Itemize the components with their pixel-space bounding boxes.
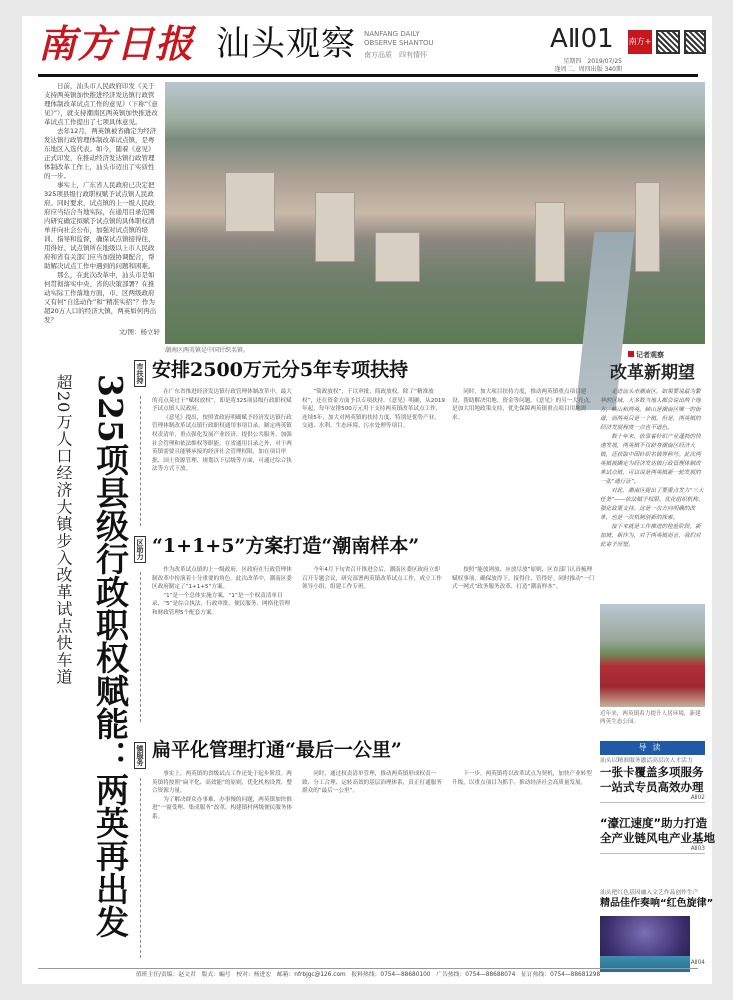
intro-paragraph: 那么，在此次改革中，汕头市是如何贯彻落实中央、省的决策部署？在推动实际工作落地方面，市、区两级政府又有何“自选动作”和“精准实招”？作为超20万人口的经济大镇，两英如何再出发？ [44, 271, 157, 324]
paragraph: 作为改革试点镇的上一级政府，区政府在行政管理体制改革中扮演着十分重要的角色。此次改革中，潮南区委区政府制定了“1+1+5”方案。 [152, 567, 292, 591]
divider [140, 572, 141, 722]
headline-main: 325项县级行政职权赋能：两英再出发 [91, 374, 130, 938]
guide-title[interactable]: 一站式专员高效办理 [600, 780, 704, 794]
guide-page: AⅡ03 [690, 846, 705, 852]
intro-paragraph: 事实上，广东省人民政府已决定把325项县级行政职权赋予试点镇人民政府。同时要求，试点镇的上一级人民政府应当结合当地实际，在通用目录范围内研究确定拟赋予试点镇的具体职权清单并向社会公布，加强对试点镇的培训、指导和监督，确保试点镇接得住、用得好。试点镇所在地级以上市人民政府和省有关部门应当加强协调配合，帮助解决试点工作中遇到的问题和困难。 [44, 181, 155, 270]
paragraph: “1”是一个总体实施方案，“1”是一个权责清单目录，“5”是综合执法、行政审批、便民服务、网格化管理和财政管理5个配套方案。 [152, 592, 291, 616]
intro-text [44, 82, 160, 325]
photo-caption: 潮南区两英镇是中国针织名镇。 [165, 347, 250, 354]
column [152, 566, 295, 726]
article-body [152, 770, 595, 960]
divider [600, 853, 705, 854]
paragraph: 按照“能放则放、应放尽放”原则，区直部门认真梳理赋权事项，确保放得下、接得住、管得好。同时推动“一门式一网式”政务服务改革，打造“潮南样本”。 [452, 567, 595, 591]
guide-item[interactable] [600, 758, 705, 803]
column [302, 388, 445, 528]
paragraph: 数十年来，依靠着针织产业蓬勃的快速发展，两英镇不仅跻身潮南区经济大镇，还获取中国针织名镇等称号。此次两英镇被确定为经济发达镇行政管理体制改革试点镇，可以说是两英镇新一轮发展的一张“通行证”。 [600, 434, 701, 485]
article-body [152, 566, 595, 726]
date: 星期四 2019/07/25 [563, 58, 622, 65]
guide-page: AⅡ04 [690, 960, 705, 966]
paragraph: 下一步，两英镇将以改革试点为契机，加快产业转型升级，以重点项目为抓手，推动经济社会高质量发展。 [452, 771, 592, 786]
headline-sub: 超20万人口经济大镇步入改革试点快车道 [54, 374, 73, 686]
article-heading: “1+1+5”方案打造“潮南样本” [152, 535, 420, 557]
guide-title[interactable]: “濠江速度”助力打造 [600, 816, 708, 830]
qr-code-icon [684, 30, 706, 54]
guide-page: AⅡ02 [690, 795, 705, 801]
footer-rule [38, 968, 698, 969]
section-tag: 区助力 [134, 536, 146, 563]
paragraph: 接下来就是工作推进的检验阶段。新加坡、新作为，对于两英镇而言，我们对此寄予厚望。 [600, 524, 701, 548]
photo-caption: 近年来，两英镇着力提升人居环境，新建两英生态公园。 [600, 711, 701, 725]
guide-title[interactable]: 精品佳作奏响“红色旋律” [600, 898, 714, 909]
article-heading: 安排2500万元分5年专项扶持 [152, 359, 409, 381]
paragraph: 同时，加大项目扶持力度，推动两英镇重点项目建设，帮助解决用地、资金等问题。《意见》的另一大亮点，是加大用地政策支持，优先保障两英镇重点项目用地需求。 [452, 389, 595, 421]
section-tag: 镇服务 [134, 742, 146, 769]
divider [140, 778, 141, 958]
divider [600, 802, 705, 803]
app-logo: 南方+ [628, 30, 652, 54]
slogan: 南方品质 四有情怀 [364, 51, 427, 59]
column [452, 566, 595, 726]
guide-item[interactable] [600, 890, 714, 911]
paragraph: “简政放权”，于以审批、简政放权。除了“精准放权”，还在资金方面予以专项扶持。《意见》明确，从2019年起，每年安排500万元用于支持两英镇改革试点工作，连续5年，加大对两英镇的扶持力度，特别是优势产业、交通、水利、生态环境、污水处理等项目。 [302, 389, 445, 430]
column [452, 770, 595, 960]
guide-title[interactable]: 全产业链风电产业基地 [600, 831, 715, 845]
newspaper-logo: 南方日报 [38, 21, 195, 66]
observer-body [600, 388, 705, 598]
column [302, 566, 445, 726]
byline: 文/图：杨立轩 [118, 328, 160, 336]
guide-kicker: 汕头把红色基因融入文艺作品创作生产 [600, 890, 699, 896]
edition-info [522, 58, 622, 74]
page-number: AⅡ01 [550, 24, 614, 54]
observer-tag: 记者观察 [628, 351, 664, 360]
building [375, 232, 420, 282]
column [152, 770, 295, 960]
english-title-line: OBSERVE SHANTOU [364, 39, 434, 47]
column [302, 770, 445, 960]
english-title-line: NANFANG DAILY [364, 30, 420, 38]
paragraph: 《意见》提出，按照省政府明确赋予经济发达镇行政管理体制改革试点镇行政职权通用事项目录，制定两英镇权责清单，重点强化发展产业经济、提供公共服务、加强社会管理和依法维权等职能。在省通用目录之外，对于两英镇需要且能够承接的经济社会管理权限，加在项目审批、国土资源管理、规划以下层级等方面，可通过综合执法等方式下放。 [152, 414, 292, 473]
issue: 逢周二、周四出版 340期 [554, 66, 622, 73]
building [315, 192, 355, 262]
paragraph: 在广东省推进经济发达镇行政管理体制改革中，最大的亮点莫过于“赋权放权”，即是将325项县级行政职权赋予试点镇人民政府。 [152, 389, 292, 413]
guide-kicker: 汕头以精准服务激活高层次人才活力 [600, 758, 693, 764]
footer-credits: 值班主任/责编：赵文君 版式：編号 校对：杨进宏 邮箱：nfrbjgc@126.com 报料热线：0754—88680100 广告热线：0754—88688074 征订热线：0754—88681298 [135, 972, 601, 978]
article-heading: 扁平化管理打通“最后一公里” [152, 739, 402, 761]
paragraph: 走进汕头市潮南区，如果要说最为繁华的区域，大多数当地人都会说出两个地方，峡山和两英。峡山是潮南区唯一的街道，而两英只是一个镇，但是，两英镇的经济发展程度一点也不逊色。 [600, 389, 701, 431]
qr-code-icon [656, 30, 680, 54]
guide-header: 导读 [600, 741, 705, 755]
paragraph: 对此，潮南区提出了要重点发力“三大任务”——依法赋予权限、优化组织机构、强化政策支持。这是一次方向明确的改革，也是一次机制创新的探索。 [600, 488, 704, 521]
paragraph: 今年4月下旬省召开推进会后，潮南区委区政府立即召开专题会议，研究部署两英镇改革试点工作，成立工作领导小组，组建工作专班。 [302, 567, 442, 591]
building [635, 182, 660, 272]
guide-title[interactable]: 一张卡覆盖多项服务 [600, 765, 704, 779]
section-tag: 市扶持 [134, 360, 146, 387]
article-body [152, 388, 595, 528]
building [535, 202, 565, 282]
intro-paragraph: 日前，汕头市人民政府印发《关于支持两英镇加快推进经济发达镇行政管理体制改革试点工作的意见》（下称“《意见》”），就支持潮南区两英镇加快推进改革试点工作提出了七项具体意见。 [44, 82, 158, 126]
masthead-rule [38, 74, 698, 77]
column [452, 388, 595, 528]
paragraph: 事实上，两英镇的省级试点工作还处于起步阶段。两英镇将按照“扁平化、高效能”的原则，优化机构设置，整合资源力量。 [152, 771, 293, 795]
park-photo [600, 604, 705, 707]
intro-column [44, 82, 160, 354]
newspaper-page [22, 16, 715, 984]
building [225, 172, 275, 232]
paragraph: 同时，通过权责清单管理，推动两英镇形成权责一致、分工合理、运转高效的基层治理体系，真正打通服务群众的“最后一公里”。 [302, 771, 442, 795]
guide-item[interactable] [600, 816, 715, 854]
divider [140, 396, 141, 526]
section-title: 汕头观察 [216, 24, 356, 64]
english-title [364, 30, 434, 48]
main-headline [52, 374, 130, 964]
observer-title: 改革新期望 [610, 363, 695, 383]
town-aerial-photo [165, 82, 705, 344]
column [152, 388, 295, 528]
paragraph: 为了解决群众办事难、办事慢的问题，两英镇加快推进“一窗受理、集成服务”改革，构建镇村两级便民服务体系。 [152, 796, 293, 820]
intro-paragraph: 去年12月，两英镇被省确定为经济发达镇行政管理体制改革试点镇，是粤东地区入选代表。如今，随着《意见》正式印发，在推动经济发达镇行政管理体制改革工作上，汕头市迈出了实质性的一步。 [44, 127, 157, 180]
